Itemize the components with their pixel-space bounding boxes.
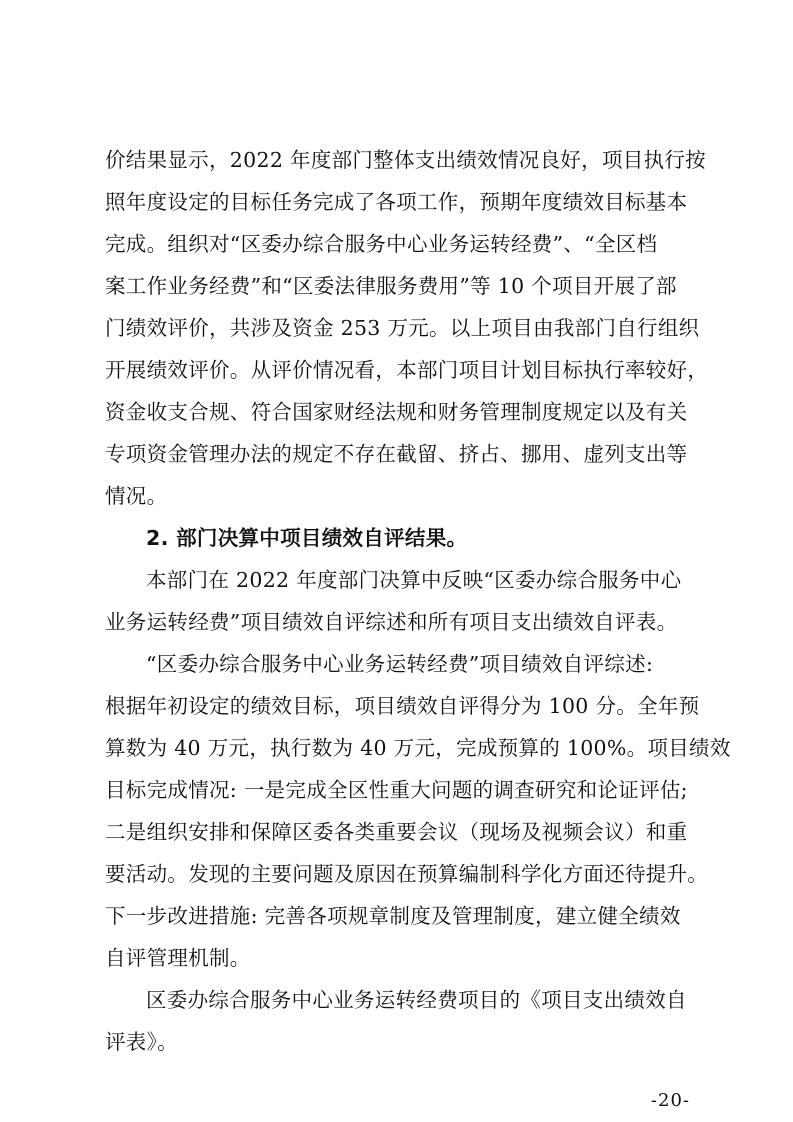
body-text-line: 算数为 40 万元，执行数为 40 万元，完成预算的 100%。项目绩效 (105, 736, 731, 760)
page-number: -20- (650, 1090, 690, 1111)
body-text-line: 案工作业务经费”和“区委法律服务费用”等 10 个项目开展了部 (105, 274, 677, 298)
body-text-line: 资金收支合规、符合国家财经法规和财务管理制度规定以及有关 (105, 400, 688, 424)
body-text-line: 目标完成情况: 一是完成全区性重大问题的调查研究和论证评估; (105, 778, 688, 802)
body-text-line: 评表》。 (105, 1030, 178, 1054)
body-text-line: 情况。 (105, 484, 168, 508)
body-text-line: 自评管理机制。 (105, 946, 251, 970)
section-heading: 2. 部门决算中项目绩效自评结果。 (146, 526, 468, 550)
body-text-line: 根据年初设定的绩效目标，项目绩效自评得分为 100 分。全年预 (105, 694, 700, 718)
body-text-line: 下一步改进措施: 完善各项规章制度及管理制度，建立健全绩效 (105, 904, 681, 928)
body-text-line: 照年度设定的目标任务完成了各项工作，预期年度绩效目标基本 (105, 190, 688, 214)
body-text-line: 业务运转经费”项目绩效自评综述和所有项目支出绩效自评表。 (105, 610, 678, 634)
body-text-line: 本部门在 2022 年度部门决算中反映“区委办综合服务中心 (146, 568, 682, 592)
body-text-line: 二是组织安排和保障区委各类重要会议（现场及视频会议）和重 (105, 820, 688, 844)
body-text-line: 专项资金管理办法的规定不存在截留、挤占、挪用、虚列支出等 (105, 442, 688, 466)
body-text-line: 门绩效评价，共涉及资金 253 万元。以上项目由我部门自行组织 (105, 316, 700, 340)
body-text-line: 区委办综合服务中心业务运转经费项目的《项目支出绩效自 (146, 988, 687, 1012)
body-text-line: “区委办综合服务中心业务运转经费”项目绩效自评综述: (146, 652, 654, 676)
body-text-line: 开展绩效评价。从评价情况看，本部门项目计划目标执行率较好， (105, 358, 709, 382)
body-text-line: 完成。组织对“区委办综合服务中心业务运转经费”、“全区档 (105, 232, 658, 256)
body-text-line: 价结果显示，2022 年度部门整体支出绩效情况良好，项目执行按 (105, 148, 706, 172)
body-text-line: 要活动。发现的主要问题及原因在预算编制科学化方面还待提升。 (105, 862, 709, 886)
